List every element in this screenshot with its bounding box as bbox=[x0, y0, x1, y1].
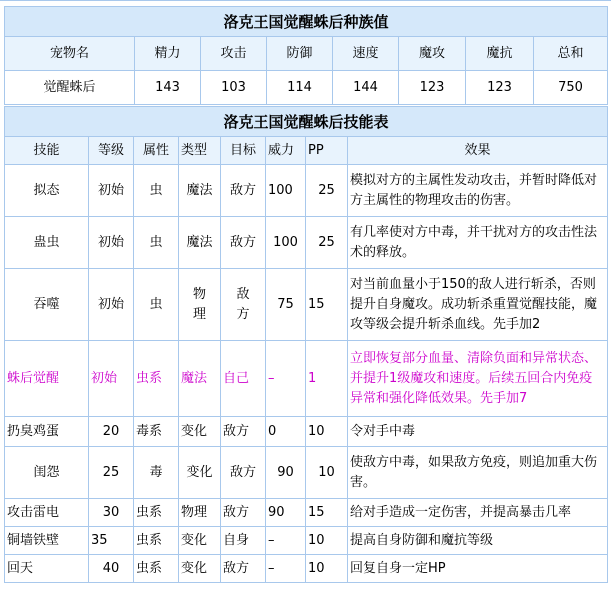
skill-name: 扔臭鸡蛋 bbox=[5, 417, 89, 447]
skill-attribute: 虫系 bbox=[134, 341, 179, 417]
skill-type: 变化 bbox=[179, 555, 221, 583]
skill-pp: 25 bbox=[306, 165, 348, 217]
skill-power: – bbox=[266, 555, 306, 583]
stat-defense: 114 bbox=[267, 71, 333, 105]
skill-pp: 1 bbox=[306, 341, 348, 417]
skill-target: 敌方 bbox=[221, 417, 266, 447]
skill-row bbox=[5, 555, 608, 583]
skill-power: 0 bbox=[266, 417, 306, 447]
skill-attribute: 毒 bbox=[134, 447, 179, 499]
skill-type: 魔法 bbox=[179, 217, 221, 269]
skill-power: 100 bbox=[266, 217, 306, 269]
skill-name: 回天 bbox=[5, 555, 89, 583]
skill-row bbox=[5, 269, 608, 341]
header-target: 目标 bbox=[221, 137, 266, 165]
header-speed: 速度 bbox=[333, 37, 399, 71]
skill-row bbox=[5, 217, 608, 269]
skill-attribute: 毒系 bbox=[134, 417, 179, 447]
skill-attribute: 虫 bbox=[134, 269, 179, 341]
skill-name: 吞噬 bbox=[5, 269, 89, 341]
header-defense: 防御 bbox=[267, 37, 333, 71]
skill-effect: 有几率使对方中毒，并干扰对方的攻击性法术的释放。 bbox=[348, 217, 608, 269]
skill-name: 闺怨 bbox=[5, 447, 89, 499]
skill-target: 自己 bbox=[221, 341, 266, 417]
skill-name: 蛛后觉醒 bbox=[5, 341, 89, 417]
skill-name: 蛊虫 bbox=[5, 217, 89, 269]
skill-type: 变化 bbox=[179, 417, 221, 447]
skill-attribute: 虫系 bbox=[134, 499, 179, 527]
skill-level: 35 bbox=[89, 527, 134, 555]
skill-effect: 对当前血量小于150的敌人进行斩杀，否则提升自身魔攻。成功斩杀重置觉醒技能，魔攻等级会提升斩杀血线。先手加2 bbox=[348, 269, 608, 341]
skill-target: 敌方 bbox=[221, 447, 266, 499]
skill-row bbox=[5, 527, 608, 555]
skill-name: 攻击雷电 bbox=[5, 499, 89, 527]
header-skill: 技能 bbox=[5, 137, 89, 165]
skill-effect: 提高自身防御和魔抗等级 bbox=[348, 527, 608, 555]
skill-effect: 回复自身一定HP bbox=[348, 555, 608, 583]
header-type: 类型 bbox=[179, 137, 221, 165]
skill-name: 拟态 bbox=[5, 165, 89, 217]
skill-effect: 立即恢复部分血量、清除负面和异常状态、并提升1级魔攻和速度。后续五回合内免疫异常和强化降低效果。先手加7 bbox=[348, 341, 608, 417]
skill-type: 魔法 bbox=[179, 165, 221, 217]
skill-effect: 使敌方中毒，如果敌方免疫，则追加重大伤害。 bbox=[348, 447, 608, 499]
skill-level: 初始 bbox=[89, 217, 134, 269]
skill-level: 25 bbox=[89, 447, 134, 499]
race-table-title: 洛克王国觉醒蛛后种族值 bbox=[5, 7, 608, 37]
skill-type: 魔法 bbox=[179, 341, 221, 417]
skill-attribute: 虫 bbox=[134, 217, 179, 269]
stat-magic-attack: 123 bbox=[399, 71, 466, 105]
pet-name: 觉醒蛛后 bbox=[5, 71, 135, 105]
skill-pp: 15 bbox=[306, 269, 348, 341]
skill-type: 物理 bbox=[179, 269, 221, 341]
header-effect: 效果 bbox=[348, 137, 608, 165]
skill-level: 30 bbox=[89, 499, 134, 527]
skill-pp: 10 bbox=[306, 417, 348, 447]
stat-magic-resist: 123 bbox=[466, 71, 534, 105]
skill-row bbox=[5, 165, 608, 217]
skill-row bbox=[5, 417, 608, 447]
skill-power: 100 bbox=[266, 165, 306, 217]
skill-pp: 10 bbox=[306, 447, 348, 499]
header-energy: 精力 bbox=[135, 37, 201, 71]
skill-attribute: 虫系 bbox=[134, 527, 179, 555]
stat-speed: 144 bbox=[333, 71, 399, 105]
skill-attribute: 虫 bbox=[134, 165, 179, 217]
skill-target: 敌方 bbox=[221, 499, 266, 527]
skill-power: 90 bbox=[266, 499, 306, 527]
skill-target: 敌方 bbox=[221, 217, 266, 269]
stat-total: 750 bbox=[534, 71, 608, 105]
skill-level: 初始 bbox=[89, 269, 134, 341]
skill-effect: 给对手造成一定伤害，并提高暴击几率 bbox=[348, 499, 608, 527]
header-power: 威力 bbox=[266, 137, 306, 165]
header-magic-attack: 魔攻 bbox=[399, 37, 466, 71]
skill-level: 初始 bbox=[89, 341, 134, 417]
skill-target: 自身 bbox=[221, 527, 266, 555]
skill-attribute: 虫系 bbox=[134, 555, 179, 583]
skill-level: 初始 bbox=[89, 165, 134, 217]
skill-power: 75 bbox=[266, 269, 306, 341]
header-pet-name: 宠物名 bbox=[5, 37, 135, 71]
header-attribute: 属性 bbox=[134, 137, 179, 165]
skill-target: 敌方 bbox=[221, 269, 266, 341]
stat-attack: 103 bbox=[201, 71, 267, 105]
skill-pp: 10 bbox=[306, 555, 348, 583]
skill-name: 铜墙铁壁 bbox=[5, 527, 89, 555]
skill-table bbox=[4, 106, 608, 583]
skill-level: 20 bbox=[89, 417, 134, 447]
skill-row bbox=[5, 499, 608, 527]
header-total: 总和 bbox=[534, 37, 608, 71]
skill-power: 90 bbox=[266, 447, 306, 499]
skill-pp: 10 bbox=[306, 527, 348, 555]
skill-type: 变化 bbox=[179, 447, 221, 499]
skill-row bbox=[5, 341, 608, 417]
skill-target: 敌方 bbox=[221, 555, 266, 583]
header-magic-resist: 魔抗 bbox=[466, 37, 534, 71]
skill-level: 40 bbox=[89, 555, 134, 583]
race-stats-table bbox=[4, 6, 608, 105]
header-level: 等级 bbox=[89, 137, 134, 165]
skill-power: – bbox=[266, 341, 306, 417]
skill-type: 变化 bbox=[179, 527, 221, 555]
skill-effect: 模拟对方的主属性发动攻击，并暂时降低对方主属性的物理攻击的伤害。 bbox=[348, 165, 608, 217]
skill-power: – bbox=[266, 527, 306, 555]
skill-pp: 25 bbox=[306, 217, 348, 269]
header-pp: PP bbox=[306, 137, 348, 165]
skill-table-title: 洛克王国觉醒蛛后技能表 bbox=[5, 107, 608, 137]
skill-effect: 令对手中毒 bbox=[348, 417, 608, 447]
skill-pp: 15 bbox=[306, 499, 348, 527]
stat-energy: 143 bbox=[135, 71, 201, 105]
header-attack: 攻击 bbox=[201, 37, 267, 71]
skill-type: 物理 bbox=[179, 499, 221, 527]
skill-row bbox=[5, 447, 608, 499]
skill-target: 敌方 bbox=[221, 165, 266, 217]
